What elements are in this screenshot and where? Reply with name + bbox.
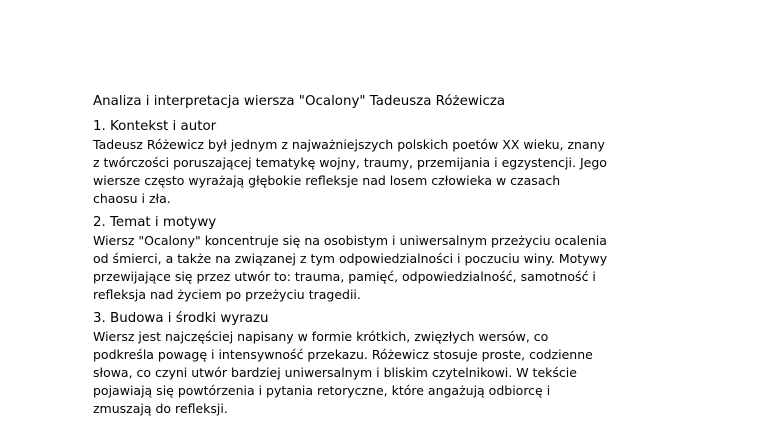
section-theme-motifs [93,214,693,304]
paragraph-line: chaosu i zła. [93,191,171,206]
paragraph-line: refleksja nad życiem po przeżyciu tragedii. [93,287,361,302]
paragraph-line: z twórczości poruszającej tematykę wojny, traumy, przemijania i egzystencji. Jego [93,155,607,170]
section-heading: 2. Temat i motywy [93,215,217,230]
paragraph-line: wiersze często wyrażają głębokie refleksje nad losem człowieka w czasach [93,173,561,188]
paragraph-line: zmuszają do refleksji. [93,401,228,416]
section-heading: 3. Budowa i środki wyrazu [93,311,269,326]
paragraph-line: od śmierci, a także na związanej z tym odpowiedzialności i poczuciu winy. Motywy [93,251,608,266]
paragraph-line: pojawiają się powtórzenia i pytania retoryczne, które angażują odbiorcę i [93,383,551,398]
section-heading: 1. Kontekst i autor [93,119,217,134]
section-structure-devices [93,310,693,418]
document-page [93,92,693,424]
section-context-author [93,118,693,208]
paragraph-line: podkreśla powagę i intensywność przekazu. Różewicz stosuje proste, codzienne [93,347,593,362]
paragraph-line: słowa, co czyni utwór bardziej uniwersalnym i bliskim czytelnikowi. W tekście [93,365,577,380]
paragraph-line: Wiersz jest najczęściej napisany w formie krótkich, zwięzłych wersów, co [93,329,549,344]
paragraph-line: Wiersz "Ocalony" koncentruje się na osobistym i uniwersalnym przeżyciu ocalenia [93,233,607,248]
paragraph-line: Tadeusz Różewicz był jednym z najważniejszych polskich poetów XX wieku, znany [93,137,605,152]
document-title: Analiza i interpretacja wiersza "Ocalony" Tadeusza Różewicza [93,94,506,109]
paragraph-line: przewijające się przez utwór to: trauma, pamięć, odpowiedzialność, samotność i [93,269,596,284]
